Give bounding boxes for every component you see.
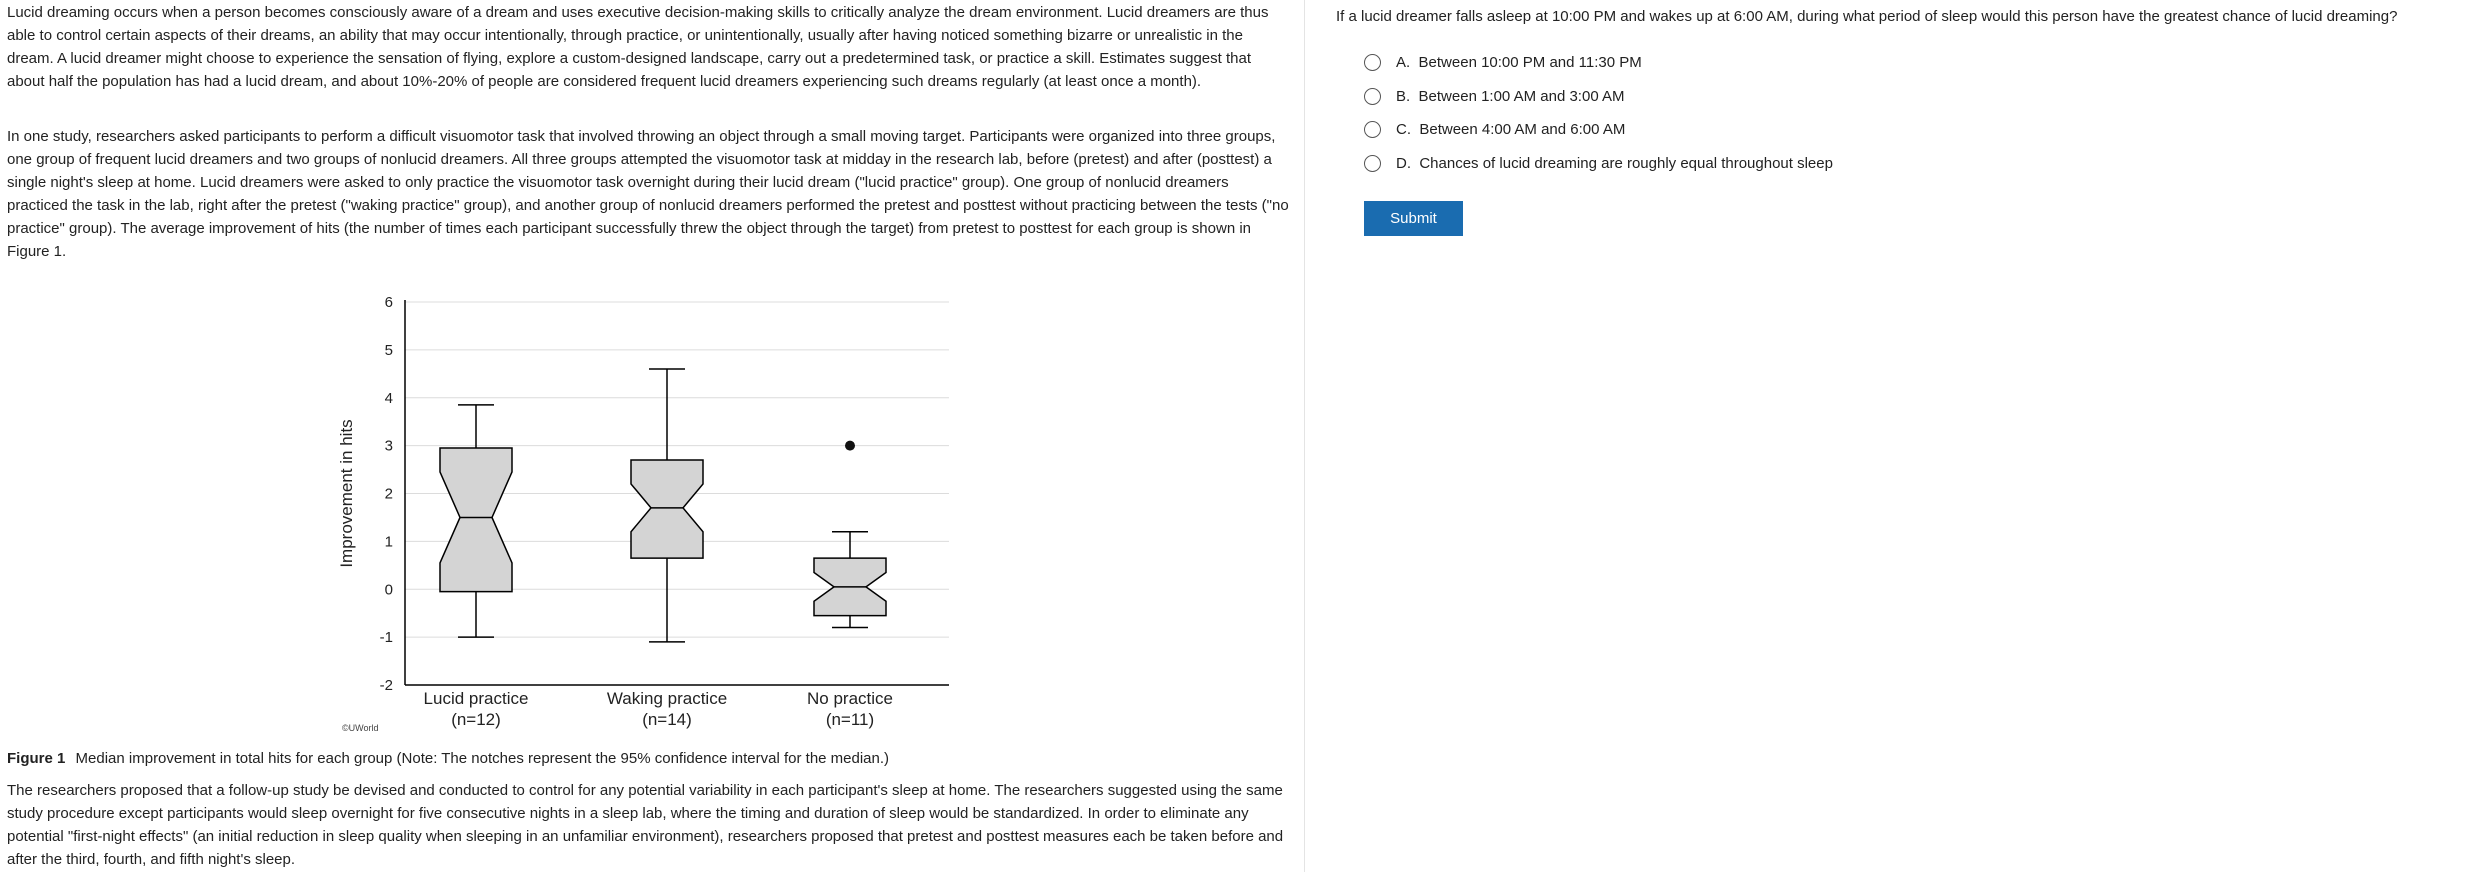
figure-caption bbox=[7, 747, 889, 770]
boxplot-svg bbox=[320, 285, 960, 745]
outlier-point bbox=[845, 441, 855, 451]
y-tick-label: 4 bbox=[384, 389, 393, 407]
option-a-text: A. Between 10:00 PM and 11:30 PM bbox=[1396, 53, 1642, 71]
x-category-label: Waking practice bbox=[606, 689, 728, 708]
answer-option-d[interactable] bbox=[1364, 152, 1833, 174]
y-tick-label: 1 bbox=[384, 533, 393, 551]
x-category-n: (n=11) bbox=[825, 710, 875, 729]
notched-box bbox=[631, 460, 703, 558]
y-tick-label: 3 bbox=[384, 437, 393, 455]
passage-paragraph-3: The researchers proposed that a follow-up study be devised and conducted to control for any potential variability in each participant's sleep at home. The researchers suggested using the same study procedure except participants would sleep overnight for five consecutive nights in a sleep lab, where the timing and duration of sleep would be standardized. In order to eliminate any potential "first-night effects" (an initial reduction in sleep quality when sleeping in an unfamiliar environment), researchers proposed that pretest and posttest measures each be taken before and after the third, fourth, and fifth night's sleep. bbox=[7, 782, 1284, 868]
y-tick-label: 6 bbox=[384, 294, 393, 311]
figure-1-chart bbox=[320, 285, 960, 745]
y-tick-label: 2 bbox=[384, 485, 393, 503]
x-category-label: Lucid practice bbox=[423, 689, 529, 708]
y-tick-label: -1 bbox=[379, 629, 393, 647]
radio-a[interactable] bbox=[1364, 54, 1381, 71]
x-category-n: (n=12) bbox=[451, 710, 501, 729]
question-panel bbox=[1306, 0, 2470, 872]
option-d-text: D. Chances of lucid dreaming are roughly equal throughout sleep bbox=[1396, 154, 1833, 172]
y-axis-label: Improvement in hits bbox=[337, 419, 356, 568]
question-stem: If a lucid dreamer falls asleep at 10:00 PM and wakes up at 6:00 AM, during what period of sleep would this person have the greatest chance of lucid dreaming? bbox=[1336, 8, 2398, 25]
passage-paragraph-1: Lucid dreaming occurs when a person becomes consciously aware of a dream and uses executive decision-making skills to critically analyze the dream environment. Lucid dreamers are thus able to control certain aspects of their dreams, an ability that may occur intentionally, through practice, or unintentionally, usually after having noticed something bizarre or unrealistic in the dream. A lucid dreamer might choose to experience the sensation of flying, explore a custom-designed landscape, carry out a predetermined task, or practice a skill. Estimates suggest that about half the population has had a lucid dream, and about 10%-20% of people are considered frequent lucid dreamers experiencing such dreams regularly (at least once a month). bbox=[7, 4, 1269, 90]
radio-d[interactable] bbox=[1364, 155, 1381, 172]
submit-button[interactable]: Submit bbox=[1364, 201, 1463, 236]
x-category-label: No practice bbox=[807, 689, 893, 708]
notched-box bbox=[440, 448, 512, 592]
figure-label: Figure 1 bbox=[7, 750, 66, 767]
radio-b[interactable] bbox=[1364, 88, 1381, 105]
y-tick-label: 5 bbox=[384, 341, 393, 359]
answer-option-a[interactable] bbox=[1364, 51, 1642, 73]
option-c-text: C. Between 4:00 AM and 6:00 AM bbox=[1396, 120, 1626, 138]
figure-caption-text: Median improvement in total hits for each group (Note: The notches represent the 95% confidence interval for the median.) bbox=[75, 750, 890, 767]
answer-option-c[interactable] bbox=[1364, 118, 1625, 140]
option-b-text: B. Between 1:00 AM and 3:00 AM bbox=[1396, 87, 1625, 105]
radio-c[interactable] bbox=[1364, 121, 1381, 138]
y-tick-label: -2 bbox=[379, 677, 393, 694]
copyright-text: ©UWorld bbox=[342, 723, 379, 733]
y-tick-label: 0 bbox=[384, 581, 393, 599]
x-category-n: (n=14) bbox=[642, 710, 692, 729]
passage-paragraph-2: In one study, researchers asked participants to perform a difficult visuomotor task that involved throwing an object through a small moving target. Participants were organized into three groups, one group of frequent lucid dreamers and two groups of nonlucid dreamers. All three groups attempted the visuomotor task at midday in the research lab, before (pretest) and after (posttest) a single night's sleep at home. Lucid dreamers were asked to only practice the visuomotor task overnight during their lucid dream ("lucid practice" group). One group of nonlucid dreamers practiced the task in the lab, right after the pretest ("waking practice" group), and another group of nonlucid dreamers performed the pretest and posttest without practicing between the tests ("no practice" group). The average improvement of hits (the number of times each participant successfully threw the object through the target) from pretest to posttest for each group is shown in Figure 1. bbox=[7, 128, 1289, 260]
answer-option-b[interactable] bbox=[1364, 85, 1625, 107]
